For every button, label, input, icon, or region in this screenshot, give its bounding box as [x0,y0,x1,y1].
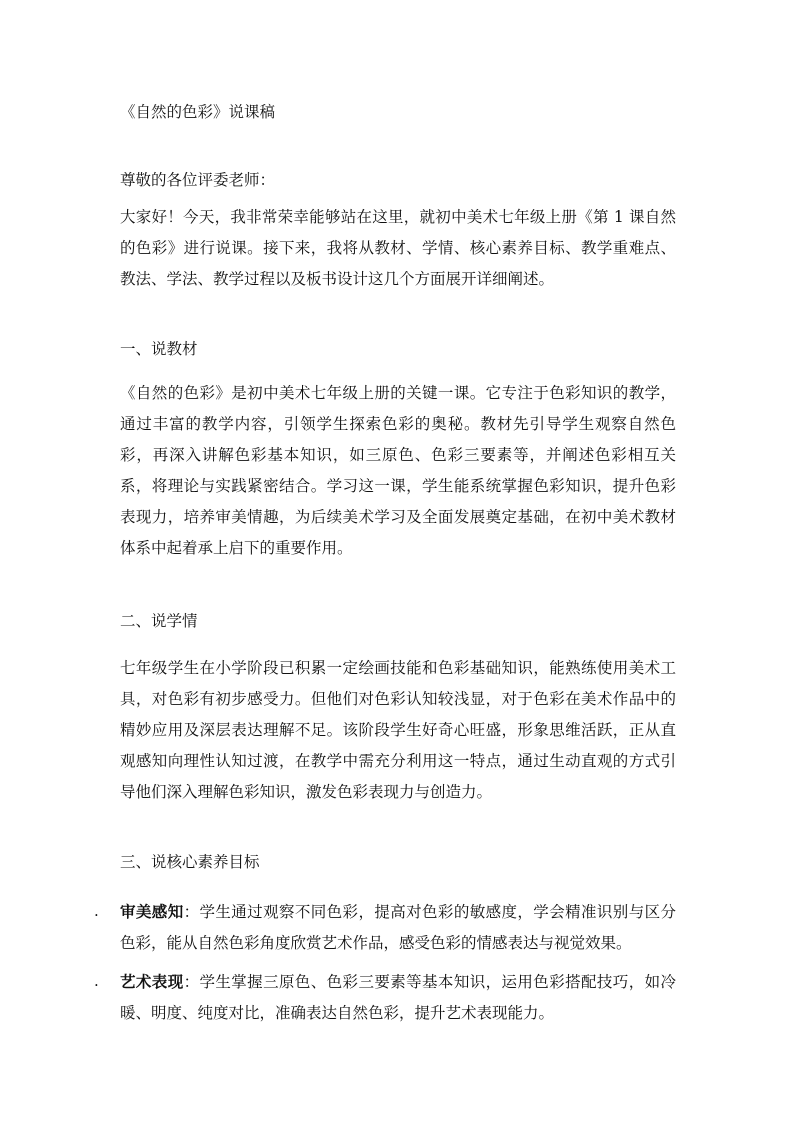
section-body-students: 七年级学生在小学阶段已积累一定绘画技能和色彩基础知识，能熟练使用美术工具，对色彩有初步感受力。但他们对色彩认知较浅显，对于色彩在美术作品中的精妙应用及深层表达理解不足。该阶段学生好奇心旺盛，形象思维活跃，正从直观感知向理性认知过渡，在教学中需充分利用这一特点，通过生动直观的方式引导他们深入理解色彩知识，激发色彩表现力与创造力。 [120,659,676,801]
section-heading-textbook: 一、说教材 [120,340,198,358]
section-heading-goals: 三、说核心素养目标 [120,853,260,871]
section-heading-students: 二、说学情 [120,612,198,630]
document-title: 《自然的色彩》说课稿 [120,103,276,121]
bullet-text: ：学生掌握三原色、色彩三要素等基本知识，运用色彩搭配技巧，如冷暖、明度、纯度对比，准确表达自然色彩，提升艺术表现能力。 [120,973,676,1022]
bullet-marker: . [94,902,99,920]
bullet-marker: . [94,972,99,990]
greeting: 尊敬的各位评委老师： [120,171,276,189]
bullet-label: 艺术表现 [120,972,184,991]
intro-paragraph: 大家好！今天，我非常荣幸能够站在这里，就初中美术七年级上册《第 1 课自然的色彩》进行说课。接下来，我将从教材、学情、核心素养目标、教学重难点、教法、学法、教学过程以及板书设计这几个方面展开详细阐述。 [120,208,676,288]
bullet-text: ：学生通过观察不同色彩，提高对色彩的敏感度，学会精准识别与区分色彩，能从自然色彩角度欣赏艺术作品，感受色彩的情感表达与视觉效果。 [120,903,676,952]
section-body-textbook: 《自然的色彩》是初中美术七年级上册的关键一课。它专注于色彩知识的教学，通过丰富的教学内容，引领学生探索色彩的奥秘。教材先引导学生观察自然色彩，再深入讲解色彩基本知识，如三原色、色彩三要素等，并阐述色彩相互关系，将理论与实践紧密结合。学习这一课，学生能系统掌握色彩知识，提升色彩表现力，培养审美情趣，为后续美术学习及全面发展奠定基础，在初中美术教材体系中起着承上启下的重要作用。 [120,384,676,557]
bullet-paragraph [120,966,676,1029]
bullet-label: 审美感知 [120,902,184,921]
bullet-paragraph [120,896,676,959]
